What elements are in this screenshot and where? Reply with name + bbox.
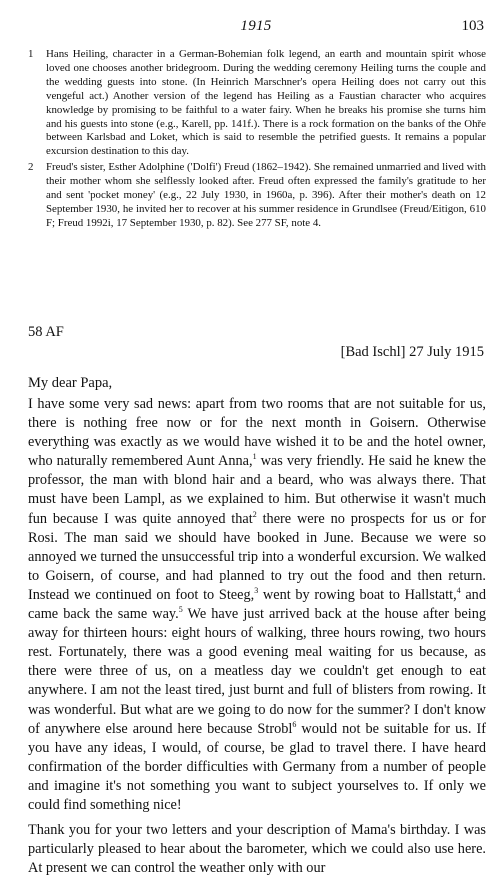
footnote-text: Freud's sister, Esther Adolphine ('Dolfi') Freud (1862–1942). She remained unmarried and lived with their mother whom she selflessly looked after. Freud often expressed the family's gratitude to her and sent 'pocket money' (e.g., 22 July 1930, in 1960a, p. 396). After their mother's death on 12 September 1930, he invited her to recover at his summer residence in Grundlsee (Freud/Eitigon, 610 F; Freud 1992i, 17 September 1930, p. 82). See 277 SF, note 4. (46, 161, 486, 229)
note-ref: 1 (252, 452, 257, 462)
note-ref: 3 (254, 586, 259, 596)
footnote (28, 48, 486, 159)
letter-number: 58 AF (28, 324, 64, 340)
text-run: there were no prospects for us or for Rosi. The man said we should have booked in June. Because we were so annoyed we turned the unsuccessful trip into a wonderful excursion. We walked to Goisern, of course, and had planned to try out the food and then return. Instead we continued on foot to Steeg, (28, 510, 487, 603)
letter-body (28, 395, 486, 884)
page-number: 103 (461, 18, 484, 34)
running-head (28, 18, 484, 38)
note-ref: 6 (292, 719, 297, 729)
text-run: and came back the same way. (28, 586, 486, 623)
footnote-text: Hans Heiling, character in a German-Bohemian folk legend, an earth and mountain spirit whose loved one chooses another bridegroom. During the wedding ceremony Heiling turns the couple and the wedding guests into stone. (In Heinrich Marschner's opera Heiling does not carry out this vengeful act.) Another version of the legend has Heiling as a Faustian character who acquires knowledge by promising to be faithful to a water fairy. When he breaks his promise she turns him and his guests into stone (e.g., Karell, pp. 141f.). There is a rock formation on the banks of the Ohře between Karlsbad and Loket, which is said to resemble the petrified guests. It remains a popular excursion destination to this day. (46, 48, 486, 158)
text-run: would not be suitable for us. If you have any ideas, I would, of course, be glad to travel there. I have heard confirmation of the border difficulties with Germany from a number of people and imagine it's not something you want to subject yourselves to. If only we could find something nice! (28, 720, 486, 813)
note-ref: 5 (178, 605, 183, 615)
text-run: I have some very sad news: apart from two rooms that are not suitable for us, there is nothing free now or for the next month in Goisern. Otherwise everything was exactly as we would have wished it to be and the hotel owner, who naturally remembered Aunt Anna, (28, 396, 486, 470)
footnote-number: 2 (28, 161, 34, 174)
note-ref: 2 (252, 509, 257, 519)
letter-paragraph: Thank you for your two letters and your description of Mama's birthday. I was particularly pleased to hear about the barometer, which we could also use here. At present we can control the weather only with our (28, 822, 486, 877)
footnote (28, 161, 486, 231)
letter-paragraph (28, 395, 486, 815)
running-head-title: 1915 (240, 18, 272, 34)
note-ref: 4 (456, 586, 461, 596)
text-run: was very friendly. He said he knew the professor, the man with blond hair and a beard, who was always there. That must have been Lampl, as we explained to him. But otherwise it wasn't much fun because I was quite annoyed that (28, 453, 487, 527)
text-run: We have just arrived back at the house after being away for thirteen hours: eight hours of walking, three hours rowing, two hours rest. Fortunately, there was a good evening meal waiting for us because, as there were three of us, on a meatless day we couldn't get enough to eat anywhere. I am not the least tired, just burnt and full of blisters from rowing. It was wonderful. But what are we going to do now for the summer? I don't know of anywhere else around here because Strobl (28, 606, 486, 737)
letter-salutation: My dear Papa, (28, 375, 113, 391)
footnote-number: 1 (28, 48, 34, 60)
text-run: went by rowing boat to Hallstatt, (258, 586, 457, 603)
letter-dateline: [Bad Ischl] 27 July 1915 (340, 344, 484, 360)
footnotes-section (28, 48, 486, 233)
